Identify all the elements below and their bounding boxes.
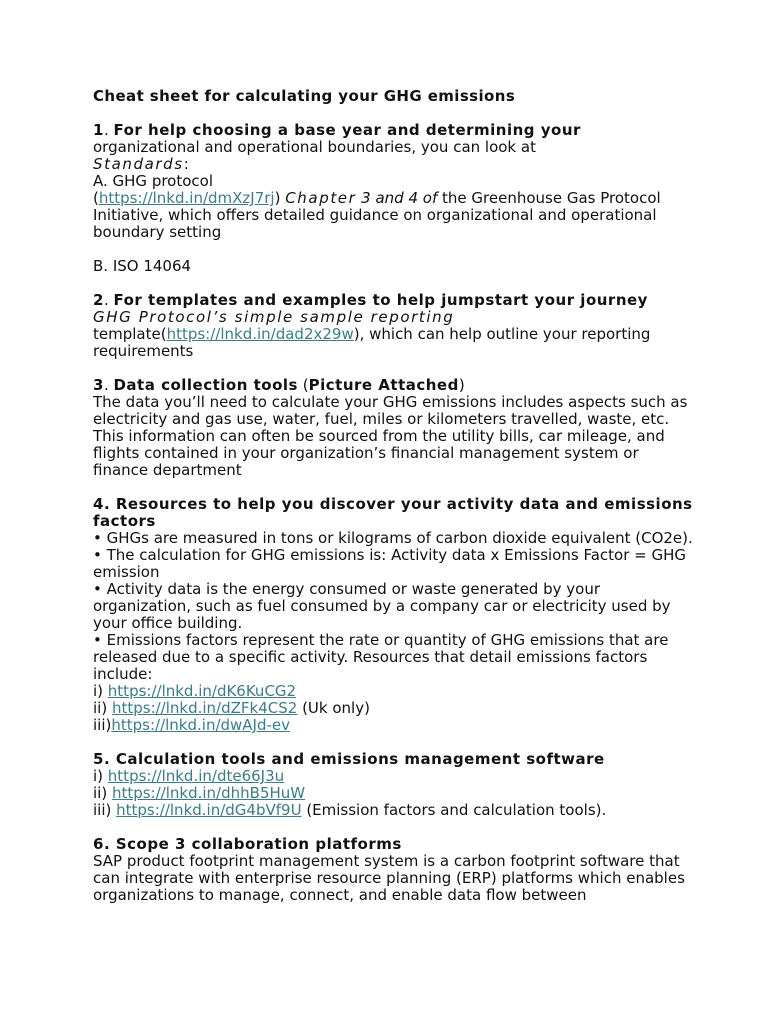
resource-link[interactable]: https://lnkd.in/dwAJd-ev: [111, 716, 291, 734]
tool-line: i) https://lnkd.in/dte66J3u: [93, 767, 285, 785]
section-2-text: template(https://lnkd.in/dad2x29w), which can help outline your reporting requirements: [93, 325, 651, 360]
section-2-heading: 2. For templates and examples to help jumpstart your journey: [93, 291, 648, 309]
iso-block: [93, 258, 693, 275]
tool-line: ii) https://lnkd.in/dhhB5HuW: [93, 784, 306, 802]
resource-link[interactable]: https://lnkd.in/dZFk4CS2: [111, 699, 298, 717]
section-4: [93, 496, 693, 734]
section-5-heading: 5. Calculation tools and emissions management software: [93, 750, 605, 768]
section-4-heading: 4. Resources to help you discover your activity data and emissions factors: [93, 495, 693, 530]
resource-line: iii)https://lnkd.in/dwAJd-ev: [93, 716, 291, 734]
tool-link[interactable]: https://lnkd.in/dhhB5HuW: [111, 784, 306, 802]
resource-line: ii) https://lnkd.in/dZFk4CS2 (Uk only): [93, 699, 370, 717]
section-3-body: The data you’ll need to calculate your GHG emissions includes aspects such as electricity and gas use, water, fuel, miles or kilometers travelled, waste, etc. This information can often be sourced from the utility bills, car mileage, and flights contained in your organization’s financial management system or finance department: [93, 393, 688, 479]
bullet-item: • The calculation for GHG emissions is: Activity data x Emissions Factor = GHG emission: [93, 546, 686, 581]
section-3: [93, 377, 693, 479]
section-6-heading: 6. Scope 3 collaboration platforms: [93, 835, 402, 853]
iso-label: B. ISO 14064: [93, 257, 192, 275]
section-6: [93, 836, 693, 904]
section-1-line: organizational and operational boundaries, you can look at: [93, 138, 536, 156]
section-1-heading: 1. For help choosing a base year and determining your: [93, 121, 581, 139]
resource-link[interactable]: https://lnkd.in/dK6KuCG2: [107, 682, 297, 700]
section-1: [93, 122, 693, 241]
template-link[interactable]: https://lnkd.in/dad2x29w: [166, 325, 354, 343]
bullet-item: • Activity data is the energy consumed or waste generated by your organization, such as fuel consumed by a company car or electricity used by your office building.: [93, 580, 671, 632]
document-body: [93, 88, 693, 921]
tool-line: iii) https://lnkd.in/dG4bVf9U (Emission factors and calculation tools).: [93, 801, 607, 819]
document-title: Cheat sheet for calculating your GHG emissions: [93, 87, 516, 105]
bullet-item: • GHGs are measured in tons or kilograms of carbon dioxide equivalent (CO2e).: [93, 529, 693, 547]
tool-link[interactable]: https://lnkd.in/dG4bVf9U: [116, 801, 302, 819]
ghg-protocol-label: A. GHG protocol: [93, 172, 214, 190]
tool-link[interactable]: https://lnkd.in/dte66J3u: [107, 767, 285, 785]
ghg-protocol-link[interactable]: https://lnkd.in/dmXzJ7rj: [98, 189, 275, 207]
standards-label: Standards:: [93, 155, 189, 173]
section-6-body: SAP product footprint management system is a carbon footprint software that can integrate with enterprise resource planning (ERP) platforms which enables organizations to manage, connect, and enable data flow between: [93, 852, 685, 904]
ghg-protocol-text: (https://lnkd.in/dmXzJ7rj) Chapter 3 and 4 of the Greenhouse Gas Protocol Initiative, which offers detailed guidance on organizational and operational boundary setting: [93, 189, 661, 241]
bullet-item: • Emissions factors represent the rate or quantity of GHG emissions that are released due to a specific activity. Resources that detail emissions factors include:: [93, 631, 669, 683]
resource-line: i) https://lnkd.in/dK6KuCG2: [93, 682, 297, 700]
section-5: [93, 751, 693, 819]
section-2-italic: GHG Protocol’s simple sample reporting: [93, 308, 455, 326]
section-2: [93, 292, 693, 360]
section-3-heading: 3. Data collection tools (Picture Attached): [93, 376, 465, 394]
